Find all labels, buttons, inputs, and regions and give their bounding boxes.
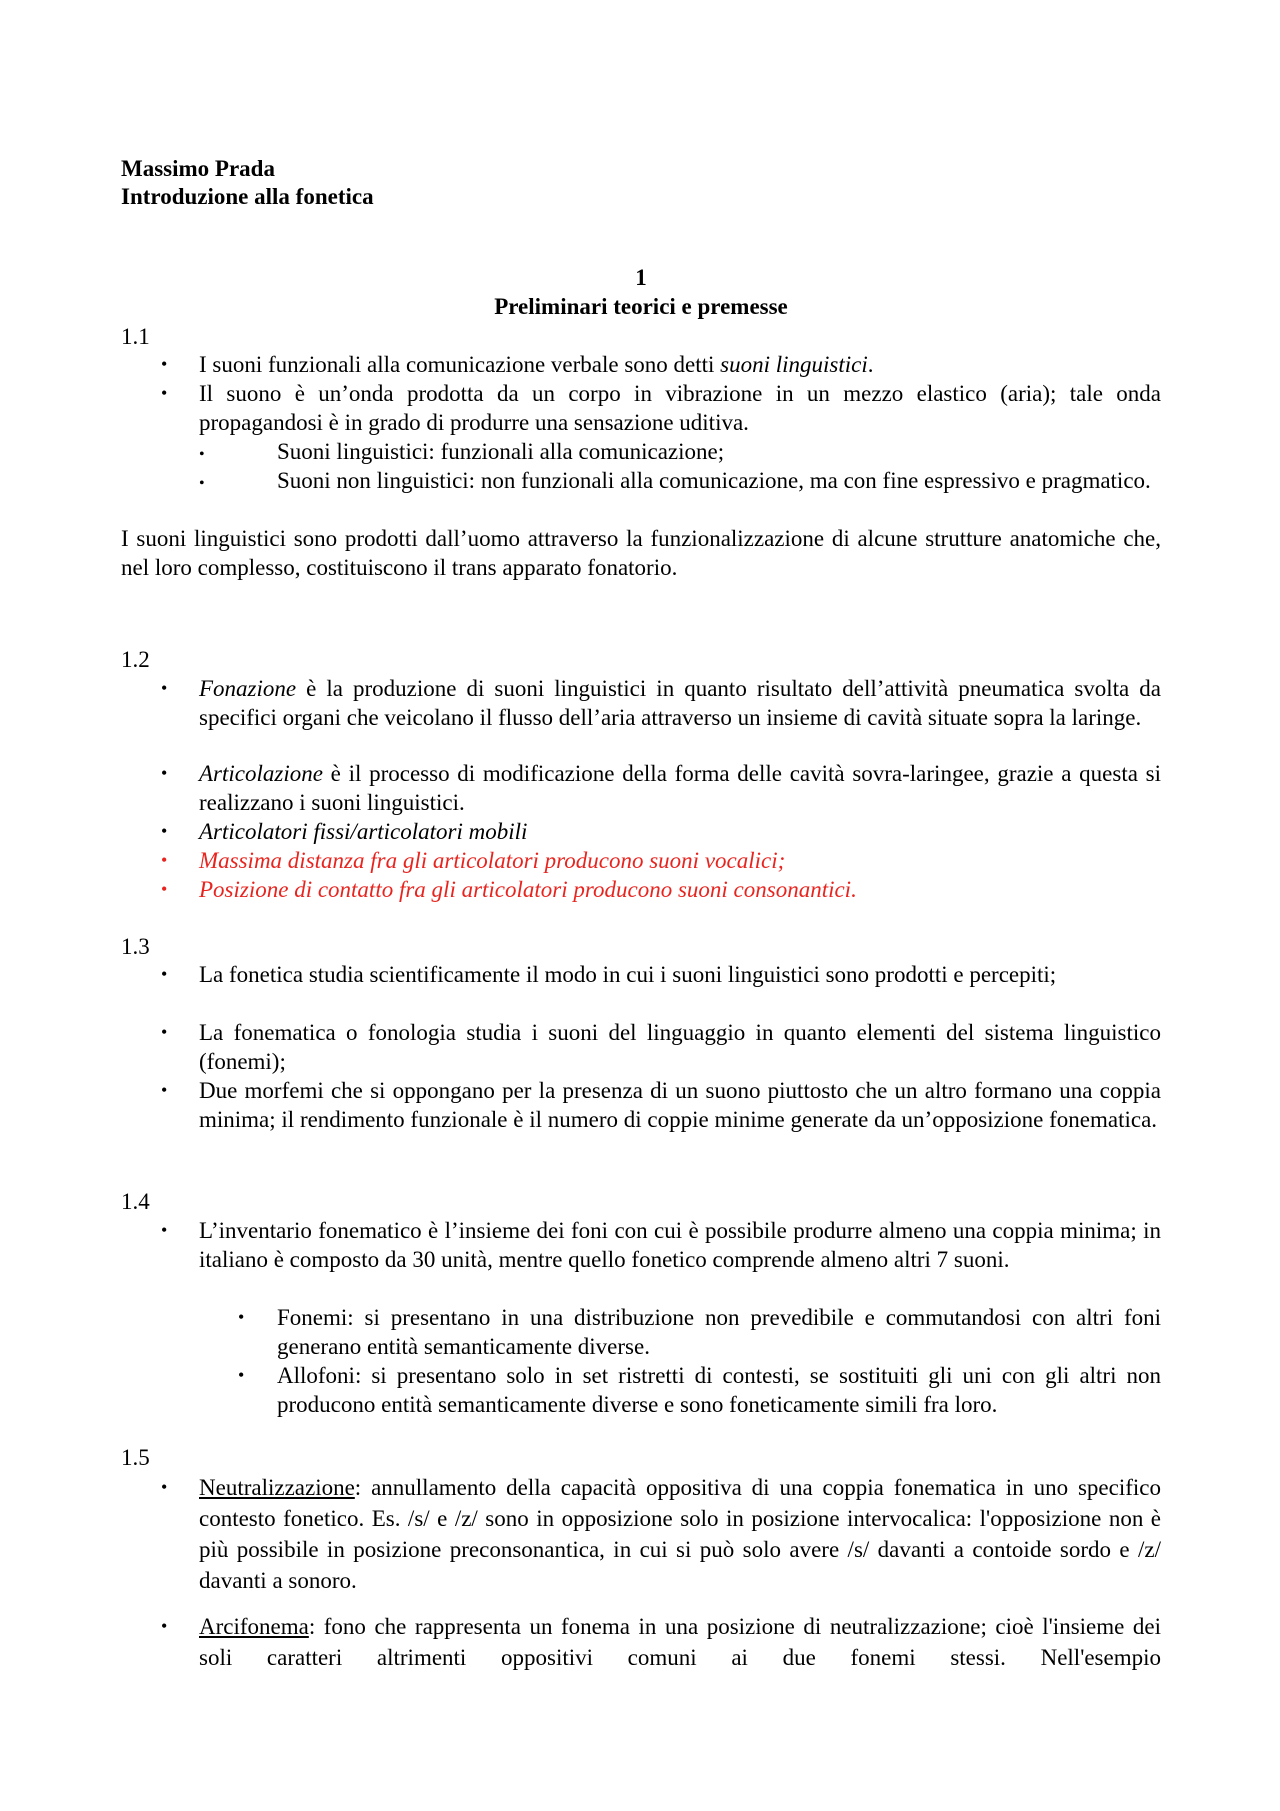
list-item: • Massima distanza fra gli articolatori producono suoni vocalici; (199, 846, 1161, 875)
section-label-1-2: 1.2 (121, 647, 150, 672)
list-item: • La fonetica studia scientificamente il modo in cui i suoni linguistici sono prodotti e percepiti; (199, 960, 1161, 989)
chapter-title: Preliminari teorici e premesse (494, 294, 788, 319)
list-item: • I suoni funzionali alla comunicazione verbale sono detti suoni linguistici. (199, 350, 1161, 379)
sub-list-item: • Suoni linguistici: funzionali alla comunicazione; (199, 439, 725, 464)
list-item: • L’inventario fonematico è l’insieme dei foni con cui è possibile produrre almeno una coppia minima; in italiano è composto da 30 unità, mentre quello fonetico comprende almeno altri 7 suoni. (199, 1216, 1161, 1274)
list-item: • Il suono è un’onda prodotta da un corpo in vibrazione in un mezzo elastico (aria); tale onda propagandosi è in grado di produrre una sensazione uditiva. (199, 379, 1161, 437)
chapter-number: 1 (635, 265, 647, 290)
list-item: • Posizione di contatto fra gli articolatori producono suoni consonantici. (199, 875, 1161, 904)
section-label-1-5: 1.5 (121, 1445, 150, 1470)
list-item: • Arcifonema: fono che rappresenta un fonema in una posizione di neutralizzazione; cioè l'insieme dei soli caratteri altrimenti oppositivi comuni ai due fonemi stessi. Nell'esempio (199, 1611, 1161, 1673)
section-label-1-1: 1.1 (121, 324, 150, 349)
list-item: • Fonazione è la produzione di suoni linguistici in quanto risultato dell’attività pneumatica svolta da specifici organi che veicolano il flusso dell’aria attraverso un insieme di cavità situate sopra la laringe. (199, 674, 1161, 732)
list-item: • Articolazione è il processo di modificazione della forma delle cavità sovra-laringee, grazie a questa si realizzano i suoni linguistici. (199, 759, 1161, 817)
list-item: • Articolatori fissi/articolatori mobili (199, 817, 1161, 846)
sub-list-item: • Allofoni: si presentano solo in set ristretti di contesti, se sostituiti gli uni con gli altri non producono entità semanticamente diverse e sono foneticamente simili fra loro. (277, 1361, 1161, 1419)
document-title: Introduzione alla fonetica (121, 184, 374, 209)
section-label-1-4: 1.4 (121, 1189, 150, 1214)
section-label-1-3: 1.3 (121, 934, 150, 959)
list-item: • Neutralizzazione: annullamento della capacità oppositiva di una coppia fonematica in uno specifico contesto fonetico. Es. /s/ e /z/ sono in opposizione solo in posizione intervocalica: l'opposizione non è più possibile in posizione preconsonantica, in cui si può solo avere /s/ davanti a contoide sordo e /z/ davanti a sonoro. (199, 1472, 1161, 1596)
paragraph: I suoni linguistici sono prodotti dall’uomo attraverso la funzionalizzazione di alcune strutture anatomiche che, nel loro complesso, costituiscono il trans apparato fonatorio. (121, 526, 1161, 580)
list-item: • Due morfemi che si oppongano per la presenza di un suono piuttosto che un altro formano una coppia minima; il rendimento funzionale è il numero di coppie minime generate da un’opposizione fonematica. (199, 1076, 1161, 1134)
author-name: Massimo Prada (121, 156, 275, 181)
list-item: • La fonematica o fonologia studia i suoni del linguaggio in quanto elementi del sistema linguistico (fonemi); (199, 1018, 1161, 1076)
sub-list-item: • Fonemi: si presentano in una distribuzione non prevedibile e commutandosi con altri foni generano entità semanticamente diverse. (277, 1303, 1161, 1361)
sub-list-item: • Suoni non linguistici: non funzionali alla comunicazione, ma con fine espressivo e pragmatico. (199, 468, 1151, 493)
